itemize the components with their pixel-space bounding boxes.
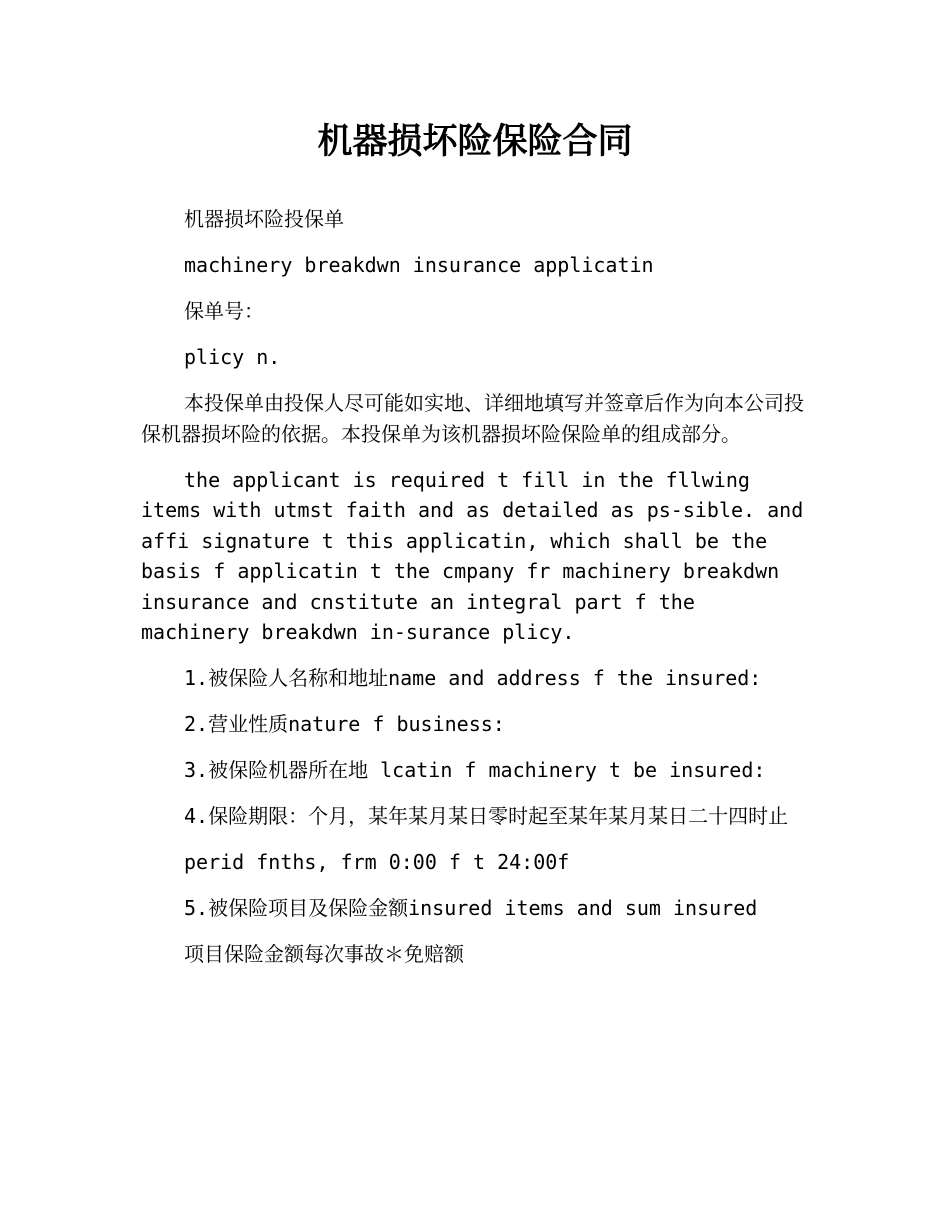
form-heading-en: machinery breakdwn insurance applicatin xyxy=(184,253,654,277)
item-insurance-period-en: perid fnths, frm 0:00 f t 24:00f xyxy=(184,850,570,874)
document-body xyxy=(141,204,813,985)
policy-number-label-en: plicy n. xyxy=(184,345,281,369)
form-heading-zh: 机器损坏险投保单 xyxy=(184,207,344,231)
intro-paragraph-en: the applicant is required t fill in the fllwing items with utmst faith and as detailed as ps-sible. and affi signature t this applicatin, which shall be the basis f applicatin t the cmpany fr machinery breakdwn insurance and cnstitute an integral part f the machinery breakdwn in-surance plicy. xyxy=(141,467,804,644)
item-machinery-location: 3.被保险机器所在地 lcatin f machinery t be insured: xyxy=(184,758,766,782)
item-insurance-period-zh: 4.保险期限：个月，某年某月某日零时起至某年某月某日二十四时止 xyxy=(184,804,789,828)
item-nature-of-business: 2.营业性质nature f business: xyxy=(184,712,505,736)
table-header-line: 项目保险金额每次事故＊免赔额 xyxy=(184,942,464,966)
document-title: 机器损坏险保险合同 xyxy=(317,122,633,162)
intro-paragraph-zh: 本投保单由投保人尽可能如实地、详细地填写并签章后作为向本公司投保机器损坏险的依据。本投保单为该机器损坏险保险单的组成部分。 xyxy=(141,391,804,446)
item-insured-items-sum: 5.被保险项目及保险金额insured items and sum insured xyxy=(184,896,758,920)
item-insured-name-address: 1.被保险人名称和地址name and address f the insured: xyxy=(184,666,762,690)
policy-number-label-zh: 保单号： xyxy=(184,299,264,323)
